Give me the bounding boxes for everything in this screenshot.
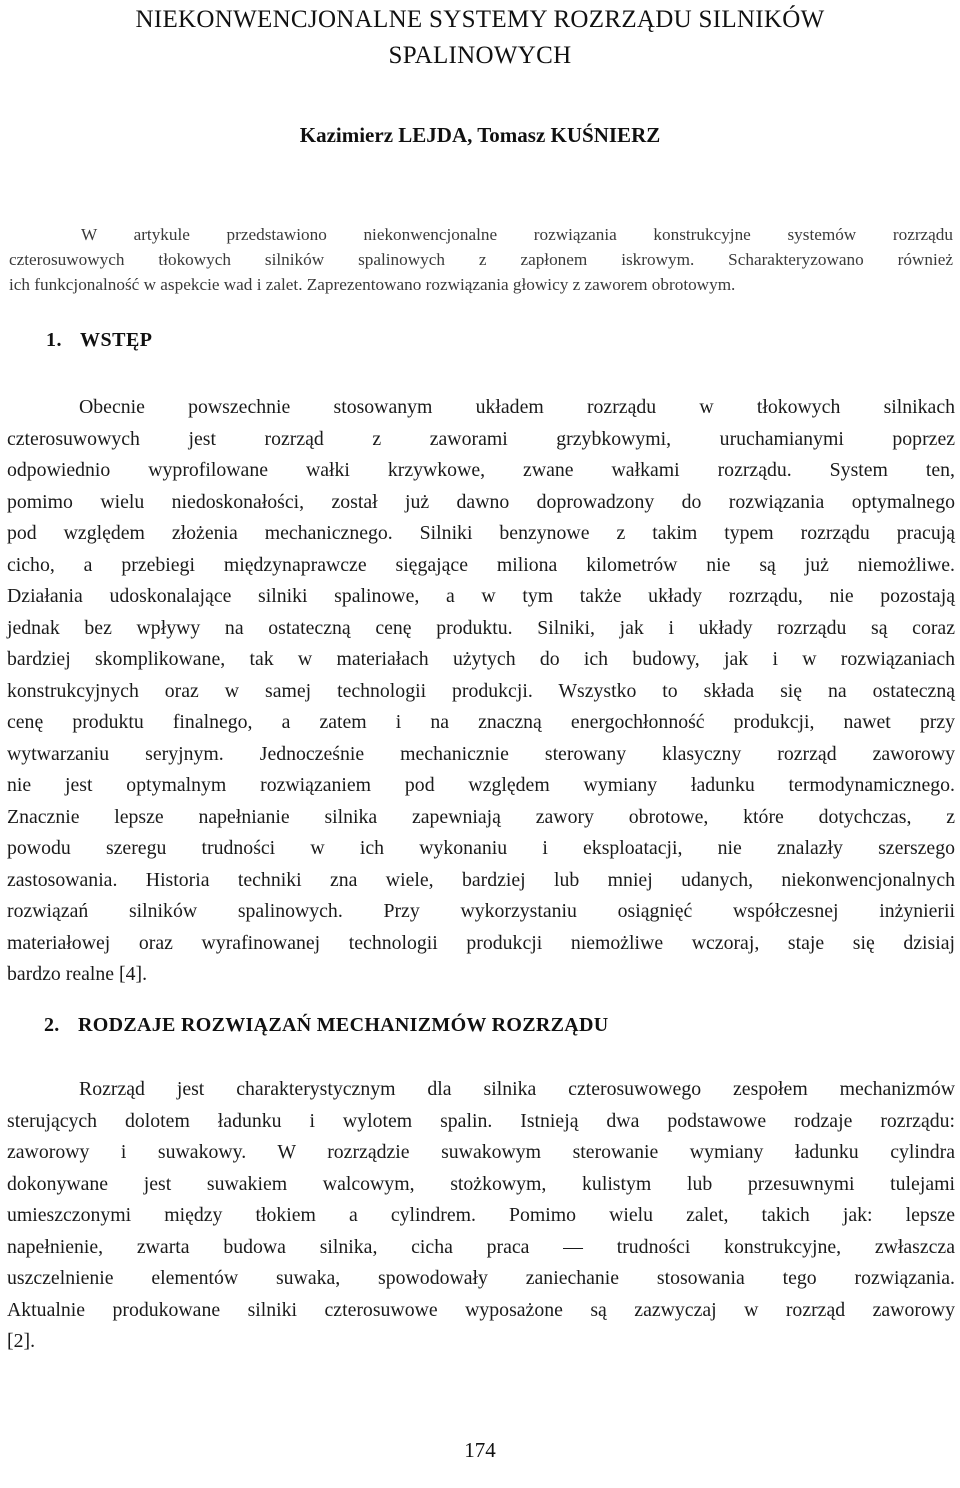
body-line: napełnienie, zwarta budowa silnika, cicha praca — trudności konstrukcyjne, zwłaszcza xyxy=(7,1235,955,1258)
body-line: konstrukcyjnych oraz w samej technologii produkcji. Wszystko to składa się na ostateczną xyxy=(7,679,955,702)
section-2-body xyxy=(7,1074,955,1358)
abstract-line: W artykule przedstawiono niekonwencjonalne rozwiązania konstrukcyjne systemów rozrządu xyxy=(81,225,953,244)
section-1-number: 1. xyxy=(46,329,62,351)
body-line: [2]. xyxy=(7,1330,36,1352)
body-line: zaworowy i suwakowy. W rozrządzie suwakowym sterowanie wymiany ładunku cylindra xyxy=(7,1141,955,1163)
body-line: materiałowej oraz wyrafinowanej technologii produkcji niemożliwe wczoraj, staje się dzisiaj xyxy=(7,931,955,954)
body-line: Obecnie powszechnie stosowanym układem rozrządu w tłokowych silnikach xyxy=(79,396,955,418)
abstract xyxy=(9,222,953,297)
section-2-number: 2. xyxy=(44,1014,60,1036)
body-line: Aktualnie produkowane silniki czterosuwowe wyposażone są zazwyczaj w rozrząd zaworowy xyxy=(7,1298,955,1321)
page-number: 174 xyxy=(464,1438,496,1462)
section-1-title: WSTĘP xyxy=(80,329,153,351)
paper-title-line-2: SPALINOWYCH xyxy=(388,42,572,69)
section-2-title: RODZAJE ROZWIĄZAŃ MECHANIZMÓW ROZRZĄDU xyxy=(78,1014,609,1036)
body-line: odpowiednio wyprofilowane wałki krzywkowe, zwane wałkami rozrządu. System ten, xyxy=(7,459,955,481)
body-line: czterosuwowych jest rozrząd z zaworami grzybkowymi, uruchamianymi poprzez xyxy=(7,427,955,450)
body-line: rozwiązań silników spalinowych. Przy wykorzystaniu osiągnięć współczesnej inżynierii xyxy=(7,900,955,922)
body-line: pomimo wielu niedoskonałości, został już dawno doprowadzony do rozwiązania optymalnego xyxy=(7,490,955,513)
abstract-line: czterosuwowych tłokowych silników spalinowych z zapłonem iskrowym. Scharakteryzowano również xyxy=(9,250,953,269)
body-line: pod względem złożenia mechanicznego. Silniki benzynowe z takim typem rozrządu pracują xyxy=(7,522,955,544)
body-line: Znacznie lepsze napełnianie silnika zapewniają zawory obrotowe, które dotychczas, z xyxy=(7,805,955,828)
body-line: Działania udoskonalające silniki spalinowe, a w tym także układy rozrządu, nie pozostają xyxy=(7,585,955,607)
body-line: wytwarzaniu seryjnym. Jednocześnie mechanicznie sterowany klasyczny rozrząd zaworowy xyxy=(7,742,955,765)
body-line: cicho, a przebiegi międzynaprawcze sięgające miliona kilometrów nie są już niemożliwe. xyxy=(7,553,955,576)
body-line: cenę produktu finalnego, a zatem i na znaczną energochłonność produkcji, nawet przy xyxy=(7,711,955,733)
body-line: umieszczonymi między tłokiem a cylindrem. Pomimo wielu zalet, takich jak: lepsze xyxy=(7,1204,955,1226)
body-line: sterujących dolotem ładunku i wylotem spalin. Istnieją dwa podstawowe rodzaje rozrządu: xyxy=(7,1109,955,1132)
body-line: dokonywane jest suwakiem walcowym, stożkowym, kulistym lub przesuwnymi tulejami xyxy=(7,1172,955,1195)
section-1-heading xyxy=(46,329,153,352)
body-line: Rozrząd jest charakterystycznym dla silnika czterosuwowego zespołem mechanizmów xyxy=(79,1078,955,1100)
abstract-line: ich funkcjonalność w aspekcie wad i zalet. Zaprezentowano rozwiązania głowicy z zaworem obrotowym. xyxy=(9,275,736,294)
body-line: nie jest optymalnym rozwiązaniem pod względem wymiany ładunku termodynamicznego. xyxy=(7,774,955,796)
body-line: zastosowania. Historia techniki zna wiele, bardziej lub mniej udanych, niekonwencjonalnych xyxy=(7,868,955,891)
body-line: uszczelnienie elementów suwaka, spowodowały zaniechanie stosowania tego rozwiązania. xyxy=(7,1267,955,1289)
paper-title-line-1: NIEKONWENCJONALNE SYSTEMY ROZRZĄDU SILNIKÓW xyxy=(135,6,825,33)
section-1-body xyxy=(7,392,955,991)
paper-title xyxy=(0,2,960,74)
body-line: bardziej skomplikowane, tak w materiałach użytych do ich budowy, jak i w rozwiązaniach xyxy=(7,648,955,670)
section-2-heading xyxy=(44,1014,609,1037)
body-line: powodu szeregu trudności w ich wykonaniu i eksploatacji, nie znalazły szerszego xyxy=(7,837,955,859)
body-line: bardzo realne [4]. xyxy=(7,963,148,985)
body-line: jednak bez wpływy na ostateczną cenę produktu. Silniki, jak i układy rozrządu są coraz xyxy=(7,616,955,639)
paper-authors: Kazimierz LEJDA, Tomasz KUŚNIERZ xyxy=(299,123,661,147)
